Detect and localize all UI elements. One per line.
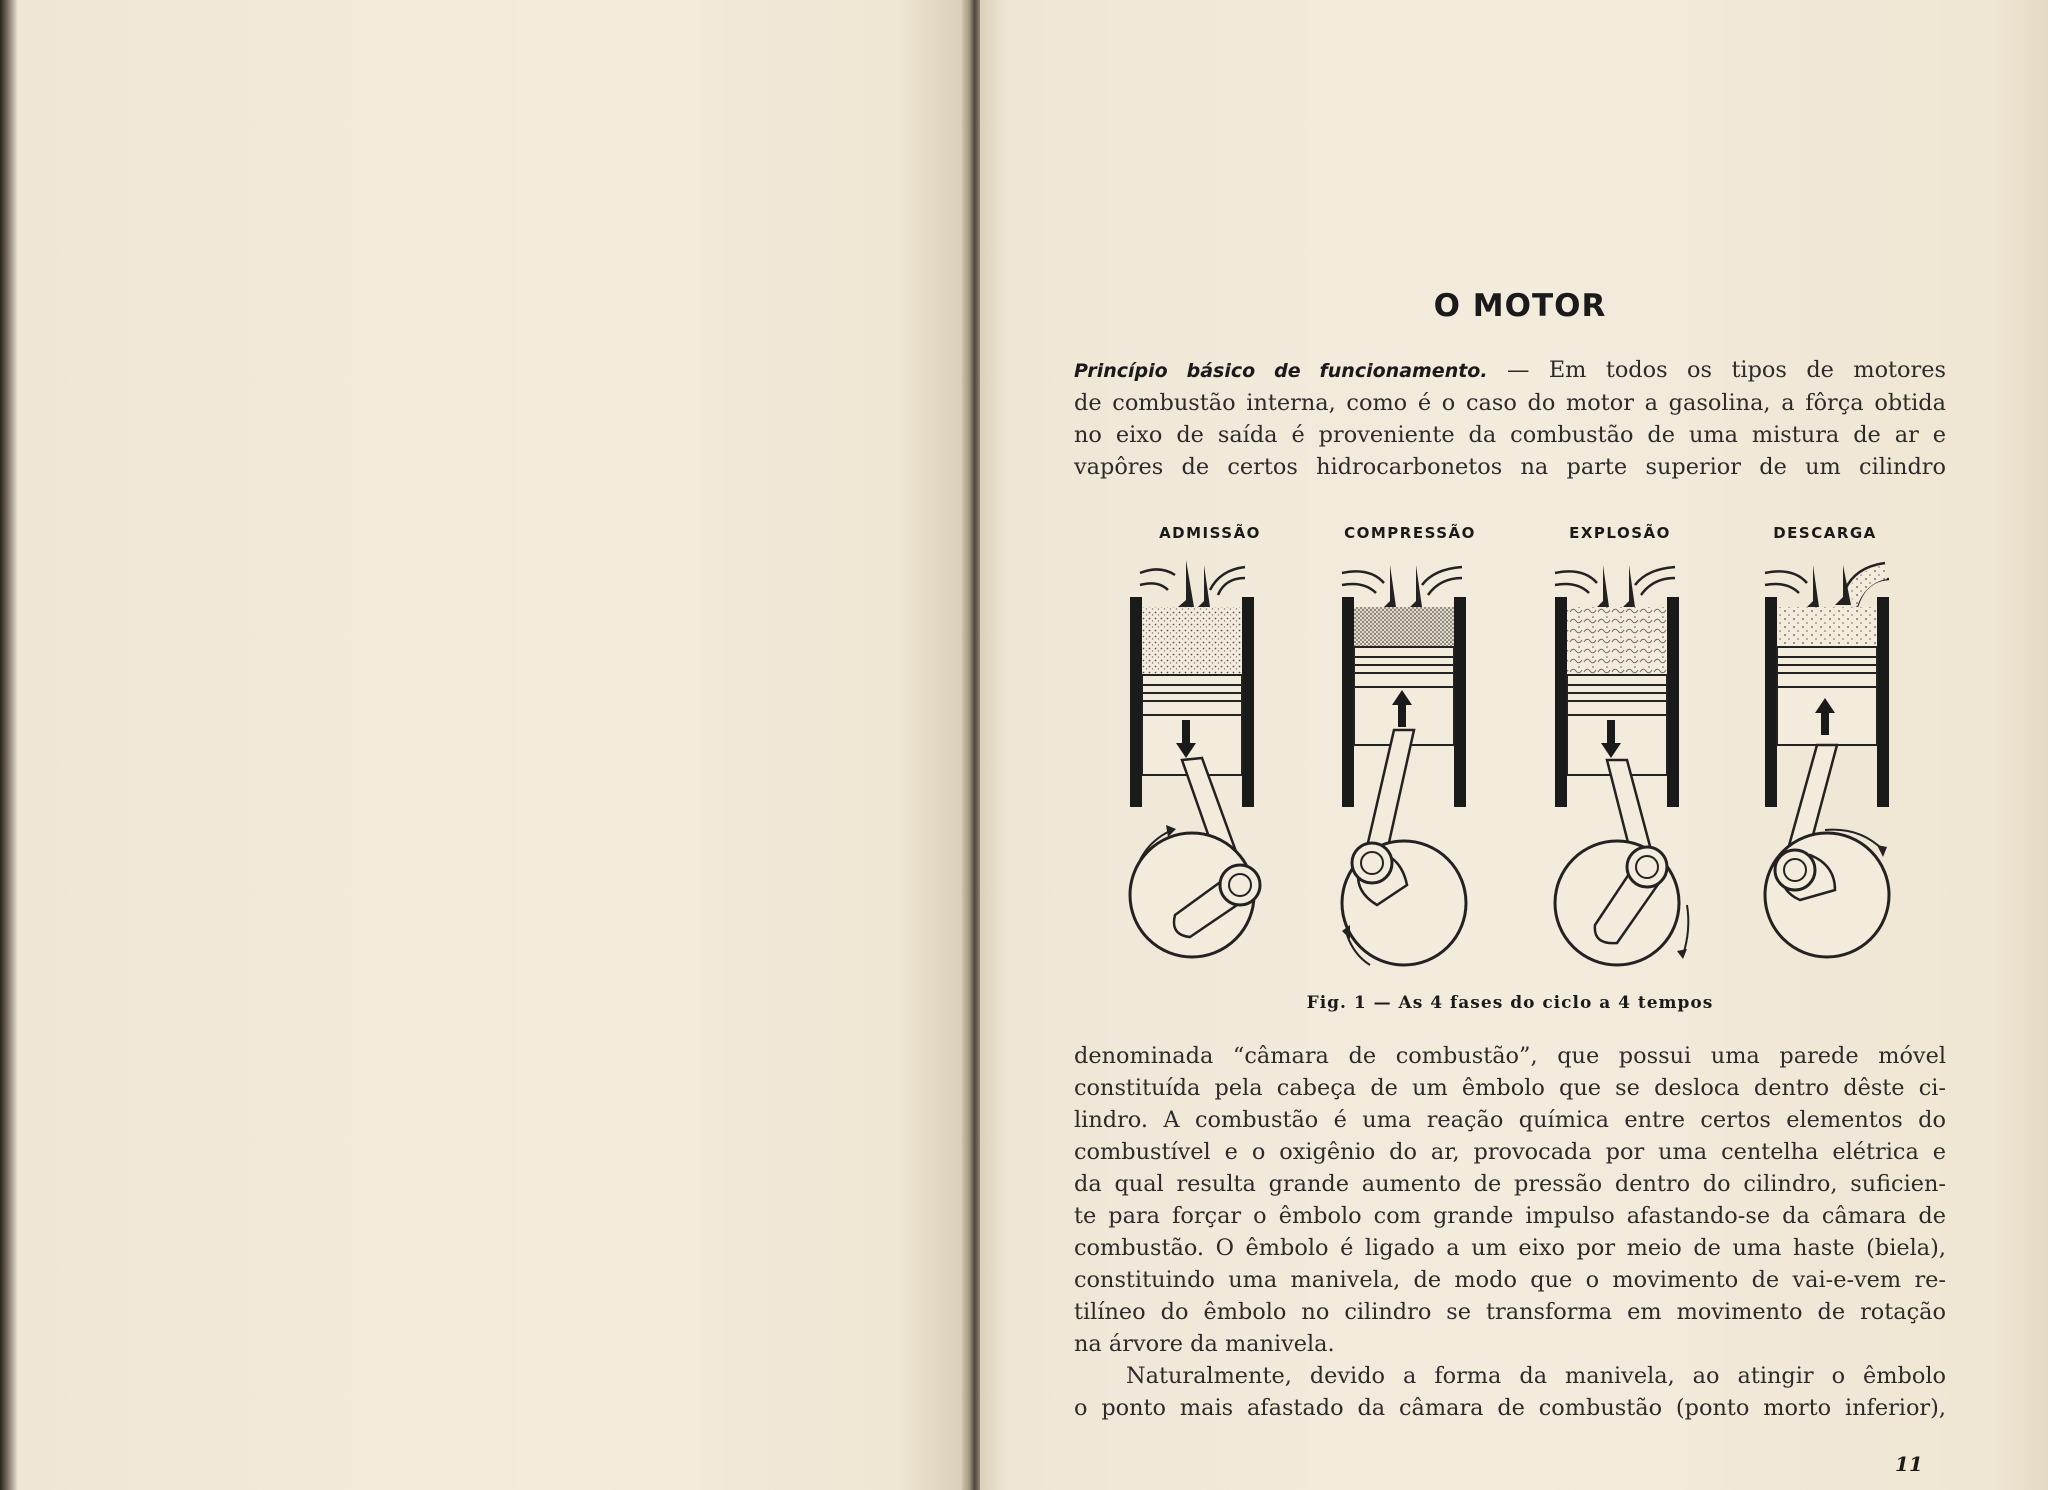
text-line: lindro. A combustão é uma reação química entre certos elementos do [1074, 1107, 1946, 1133]
text-line: denominada “câmara de combustão”, que possui uma parede móvel [1074, 1043, 1946, 1069]
cylinder-descarga [1765, 563, 1889, 957]
page-number: 11 [1895, 1452, 1923, 1476]
book-gutter [962, 0, 980, 1490]
cylinder-admissao [1130, 560, 1260, 957]
cylinder-explosao [1555, 565, 1688, 965]
figure-label-admissao: ADMISSÃO [1159, 524, 1261, 542]
paragraph-crank [1074, 1360, 1946, 1424]
text-line: vapôres de certos hidrocarbonetos na parte superior de um cilindro [1074, 454, 1946, 480]
four-stroke-cycle-figure [1120, 545, 1920, 985]
text-line: constituída pela cabeça de um êmbolo que se desloca dentro dêste ci- [1074, 1075, 1946, 1101]
text-line: — Em todos os tipos de motores [1487, 357, 1946, 383]
text-line: Naturalmente, devido a forma da manivela, ao atingir o êmbolo [1126, 1363, 1946, 1389]
figure-caption: Fig. 1 — As 4 fases do ciclo a 4 tempos [1306, 993, 1714, 1013]
text-line: o ponto mais afastado da câmara de combustão (ponto morto inferior), [1074, 1395, 1946, 1421]
figure-label-compressao: COMPRESSÃO [1344, 524, 1476, 542]
text-line: no eixo de saída é proveniente da combustão de uma mistura de ar e [1074, 422, 1946, 448]
text-line: combustão. O êmbolo é ligado a um eixo por meio de uma haste (biela), [1074, 1235, 1946, 1261]
text-line: te para forçar o êmbolo com grande impulso afastando-se da câmara de [1074, 1203, 1946, 1229]
text-line: da qual resulta grande aumento de pressão dentro do cilindro, suficien- [1074, 1171, 1946, 1197]
cylinder-compressao [1342, 565, 1466, 965]
text-line: combustível e o oxigênio do ar, provocada por uma centelha elétrica e [1074, 1139, 1946, 1165]
paragraph-intro [1074, 354, 1946, 483]
figure-label-descarga: DESCARGA [1773, 524, 1877, 542]
text-line: tilíneo do êmbolo no cilindro se transforma em movimento de rotação [1074, 1299, 1946, 1325]
figure-label-explosao: EXPLOSÃO [1569, 524, 1671, 542]
text-line: de combustão interna, como é o caso do motor a gasolina, a fôrça obtida [1074, 390, 1946, 416]
text-line: na árvore da manivela. [1074, 1331, 1335, 1357]
page-title: O MOTOR [1433, 288, 1607, 324]
paragraph-combustion [1074, 1040, 1946, 1360]
left-page-blank [0, 0, 975, 1490]
text-line: constituindo uma manivela, de modo que o movimento de vai-e-vem re- [1074, 1267, 1946, 1293]
paragraph-lead: Princípio básico de funcionamento. [1074, 360, 1488, 382]
